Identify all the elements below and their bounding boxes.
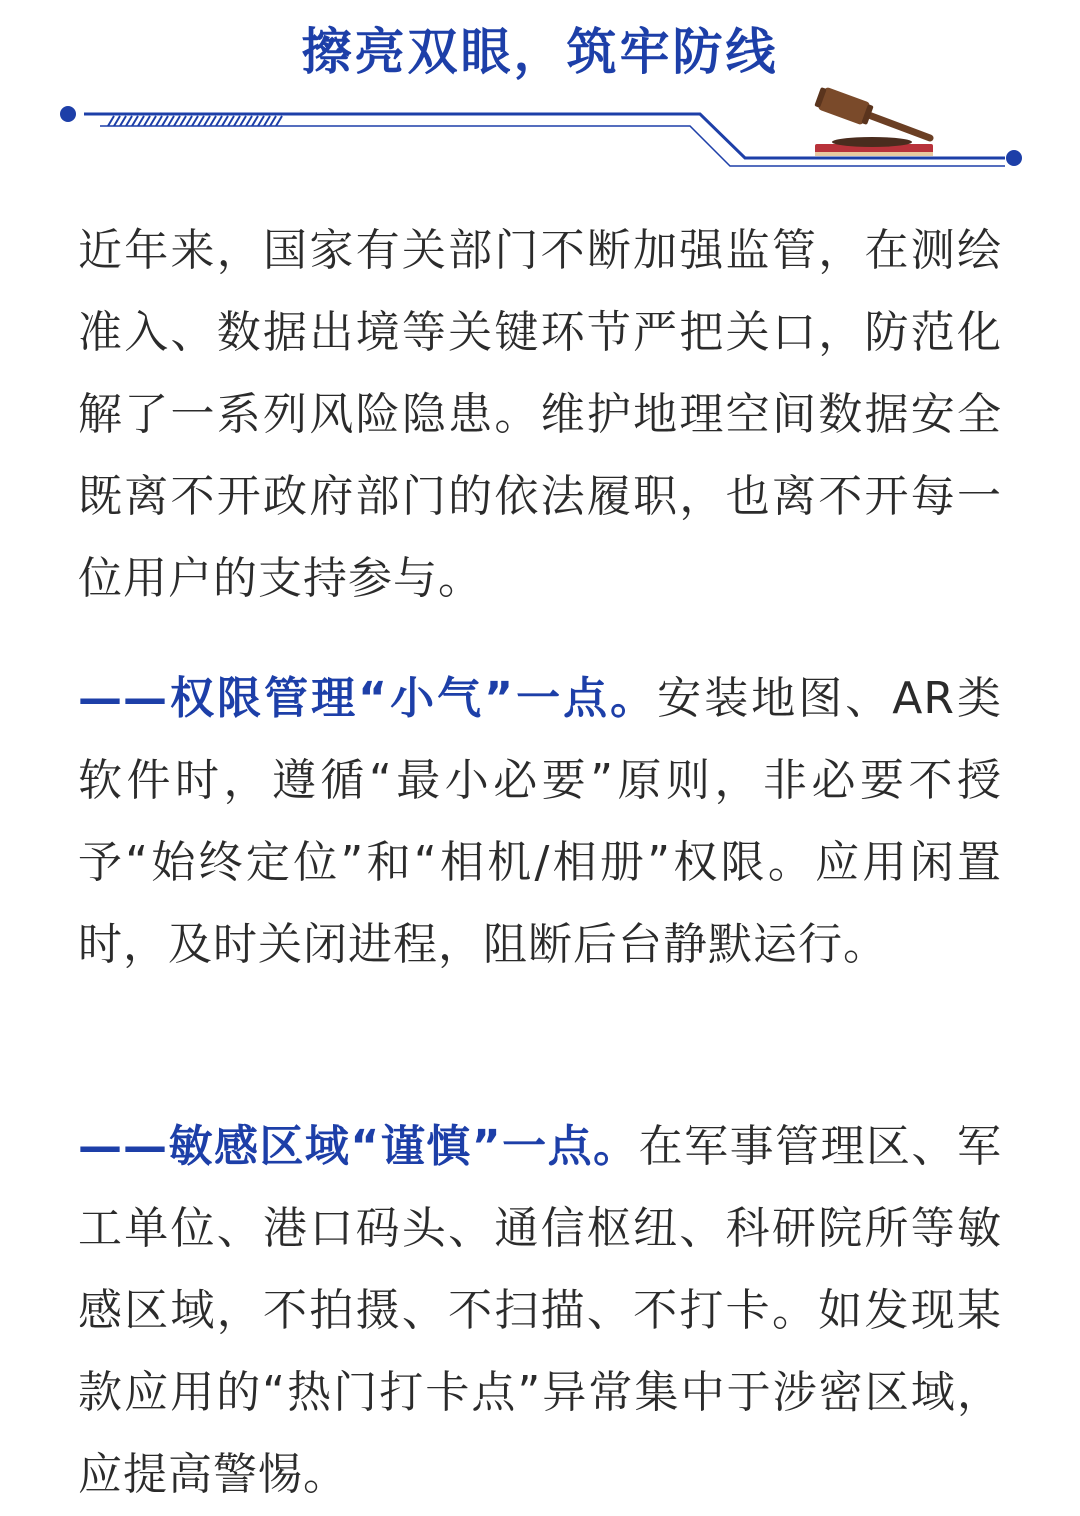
divider-hatch bbox=[106, 116, 284, 126]
paragraph-body: 近年来，国家有关部门不断加强监管，在测绘准入、数据出境等关键环节严把关口，防范化解了一系列风险隐患。维护地理空间数据安全既离不开政府部门的依法履职，也离不开每一位用户的支持参与。 bbox=[78, 225, 1002, 604]
divider-dot-right bbox=[1006, 150, 1022, 166]
title-divider bbox=[0, 86, 1080, 176]
paragraph-permissions bbox=[78, 658, 1002, 986]
page-title: 擦亮双眼，筑牢防线 bbox=[301, 23, 779, 81]
divider-dot-left bbox=[60, 106, 76, 122]
paragraph-lead: ——权限管理“小气”一点。 bbox=[78, 673, 658, 724]
paragraph-body: 在军事管理区、军工单位、港口码头、通信枢纽、科研院所等敏感区域，不拍摄、不扫描、不打卡。如发现某款应用的“热门打卡点”异常集中于涉密区域，应提高警惕。 bbox=[78, 1121, 1002, 1500]
paragraph-lead: ——敏感区域“谨慎”一点。 bbox=[78, 1121, 639, 1172]
paragraph-body: 安装地图、AR类软件时，遵循“最小必要”原则，非必要不授予“始终定位”和“相机/相册”权限。应用闲置时，及时关闭进程，阻断后台静默运行。 bbox=[78, 673, 1003, 970]
gavel-icon bbox=[814, 86, 933, 156]
paragraph-intro bbox=[78, 210, 1002, 620]
paragraph-sensitive-areas bbox=[78, 1106, 1002, 1516]
